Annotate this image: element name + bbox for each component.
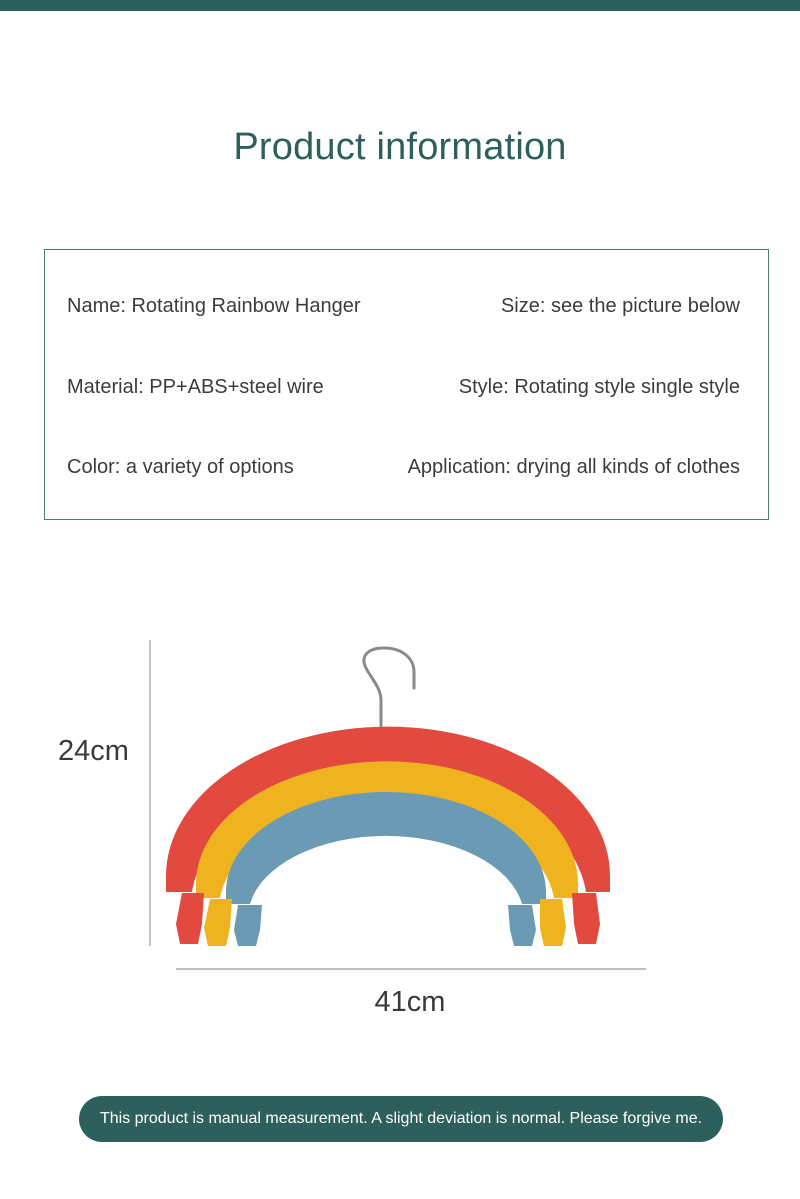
clip-red-left	[176, 893, 204, 944]
product-name: Name: Rotating Rainbow Hanger	[67, 295, 361, 317]
product-size: Size: see the picture below	[500, 295, 740, 317]
clip-yellow-right	[540, 899, 566, 946]
clip-blue-right	[508, 905, 536, 946]
clip-red-right	[572, 893, 600, 944]
measurement-note: This product is manual measurement. A slight deviation is normal. Please forgive me.	[79, 1096, 723, 1142]
product-application: Application: drying all kinds of clothes	[407, 456, 740, 478]
top-bar	[0, 0, 800, 11]
height-label: 24cm	[58, 735, 129, 767]
product-info-box	[44, 249, 769, 520]
clip-blue-left	[234, 905, 262, 946]
clip-yellow-left	[204, 899, 232, 946]
info-row-3	[67, 456, 740, 486]
info-row-1	[67, 295, 740, 325]
steel-hook	[364, 648, 414, 733]
info-row-2	[67, 376, 740, 406]
product-style: Style: Rotating style single style	[458, 376, 740, 398]
product-color: Color: a variety of options	[67, 456, 294, 478]
page-title: Product information	[233, 126, 567, 168]
width-label: 41cm	[374, 986, 446, 1018]
product-material: Material: PP+ABS+steel wire	[67, 376, 324, 398]
